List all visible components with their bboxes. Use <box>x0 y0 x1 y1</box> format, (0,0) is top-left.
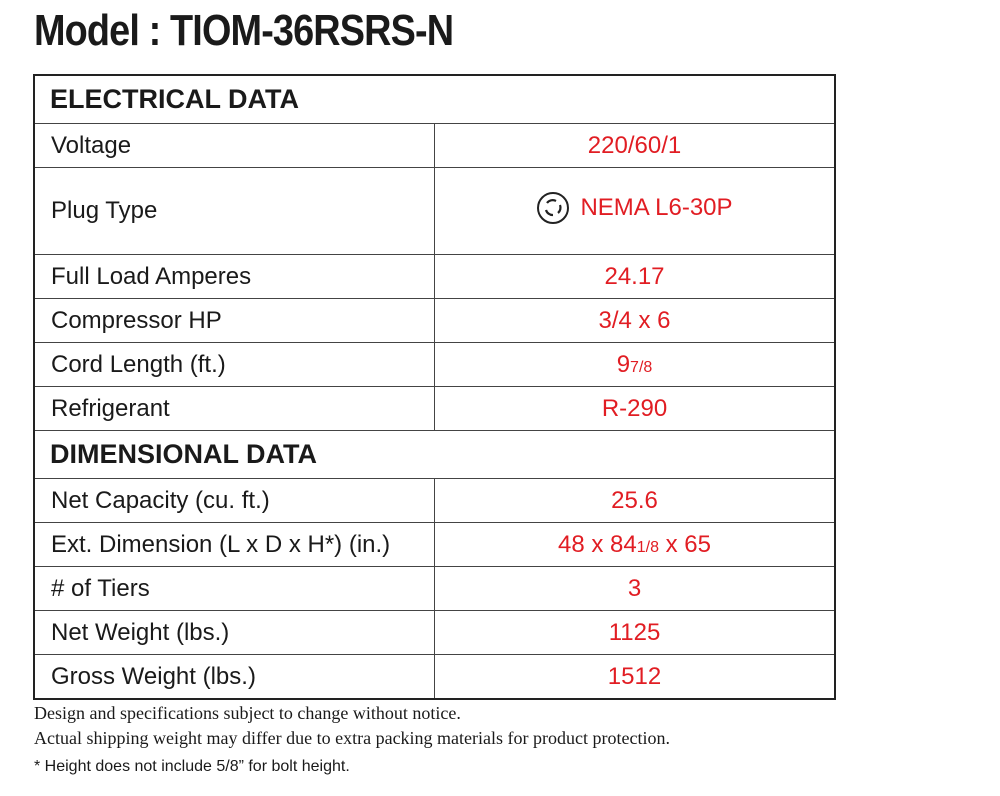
plug-receptacle-icon <box>536 191 570 225</box>
row-value: 1512 <box>435 655 836 700</box>
section-heading-dimensional: DIMENSIONAL DATA <box>34 431 835 479</box>
row-value <box>435 523 836 567</box>
table-row <box>34 168 835 255</box>
row-label: Gross Weight (lbs.) <box>34 655 435 700</box>
table-row <box>34 523 835 567</box>
table-row <box>34 479 835 523</box>
plug-type-value: NEMA L6-30P <box>580 193 733 221</box>
row-label: Refrigerant <box>34 387 435 431</box>
footnote-line: Design and specifications subject to change without notice. <box>34 703 461 723</box>
row-value <box>435 168 836 255</box>
spec-table <box>33 74 836 700</box>
model-title: Model : TIOM-36RSRS-N <box>34 6 454 55</box>
table-row <box>34 343 835 387</box>
table-row <box>34 255 835 299</box>
dimension-part-a: 48 x 84 <box>557 530 637 558</box>
row-value: 220/60/1 <box>435 124 836 168</box>
cord-length-whole: 9 <box>616 350 631 378</box>
row-value: R-290 <box>435 387 836 431</box>
footnote-line: * Height does not include 5/8” for bolt height. <box>34 758 350 775</box>
table-row <box>34 124 835 168</box>
row-label: Full Load Amperes <box>34 255 435 299</box>
table-row <box>34 567 835 611</box>
row-value: 3/4 x 6 <box>435 299 836 343</box>
row-label: Plug Type <box>34 168 435 255</box>
row-label: Net Weight (lbs.) <box>34 611 435 655</box>
table-row <box>34 655 835 700</box>
row-value: 3 <box>435 567 836 611</box>
dimension-fraction: 1/8 <box>636 538 659 556</box>
section-heading-electrical: ELECTRICAL DATA <box>34 75 835 124</box>
row-label: Compressor HP <box>34 299 435 343</box>
table-row <box>34 299 835 343</box>
footnotes <box>34 701 670 779</box>
row-value: 24.17 <box>435 255 836 299</box>
dimension-part-b: x 65 <box>658 530 711 558</box>
table-row <box>34 387 835 431</box>
cord-length-fraction: 7/8 <box>630 358 653 376</box>
row-value: 1125 <box>435 611 836 655</box>
table-row <box>34 611 835 655</box>
footnote-line: Actual shipping weight may differ due to extra packing materials for product protection. <box>34 728 670 748</box>
row-label: Ext. Dimension (L x D x H*) (in.) <box>34 523 435 567</box>
row-value: 25.6 <box>435 479 836 523</box>
row-label: Net Capacity (cu. ft.) <box>34 479 435 523</box>
row-label: Voltage <box>34 124 435 168</box>
row-label: # of Tiers <box>34 567 435 611</box>
row-label: Cord Length (ft.) <box>34 343 435 387</box>
row-value <box>435 343 836 387</box>
